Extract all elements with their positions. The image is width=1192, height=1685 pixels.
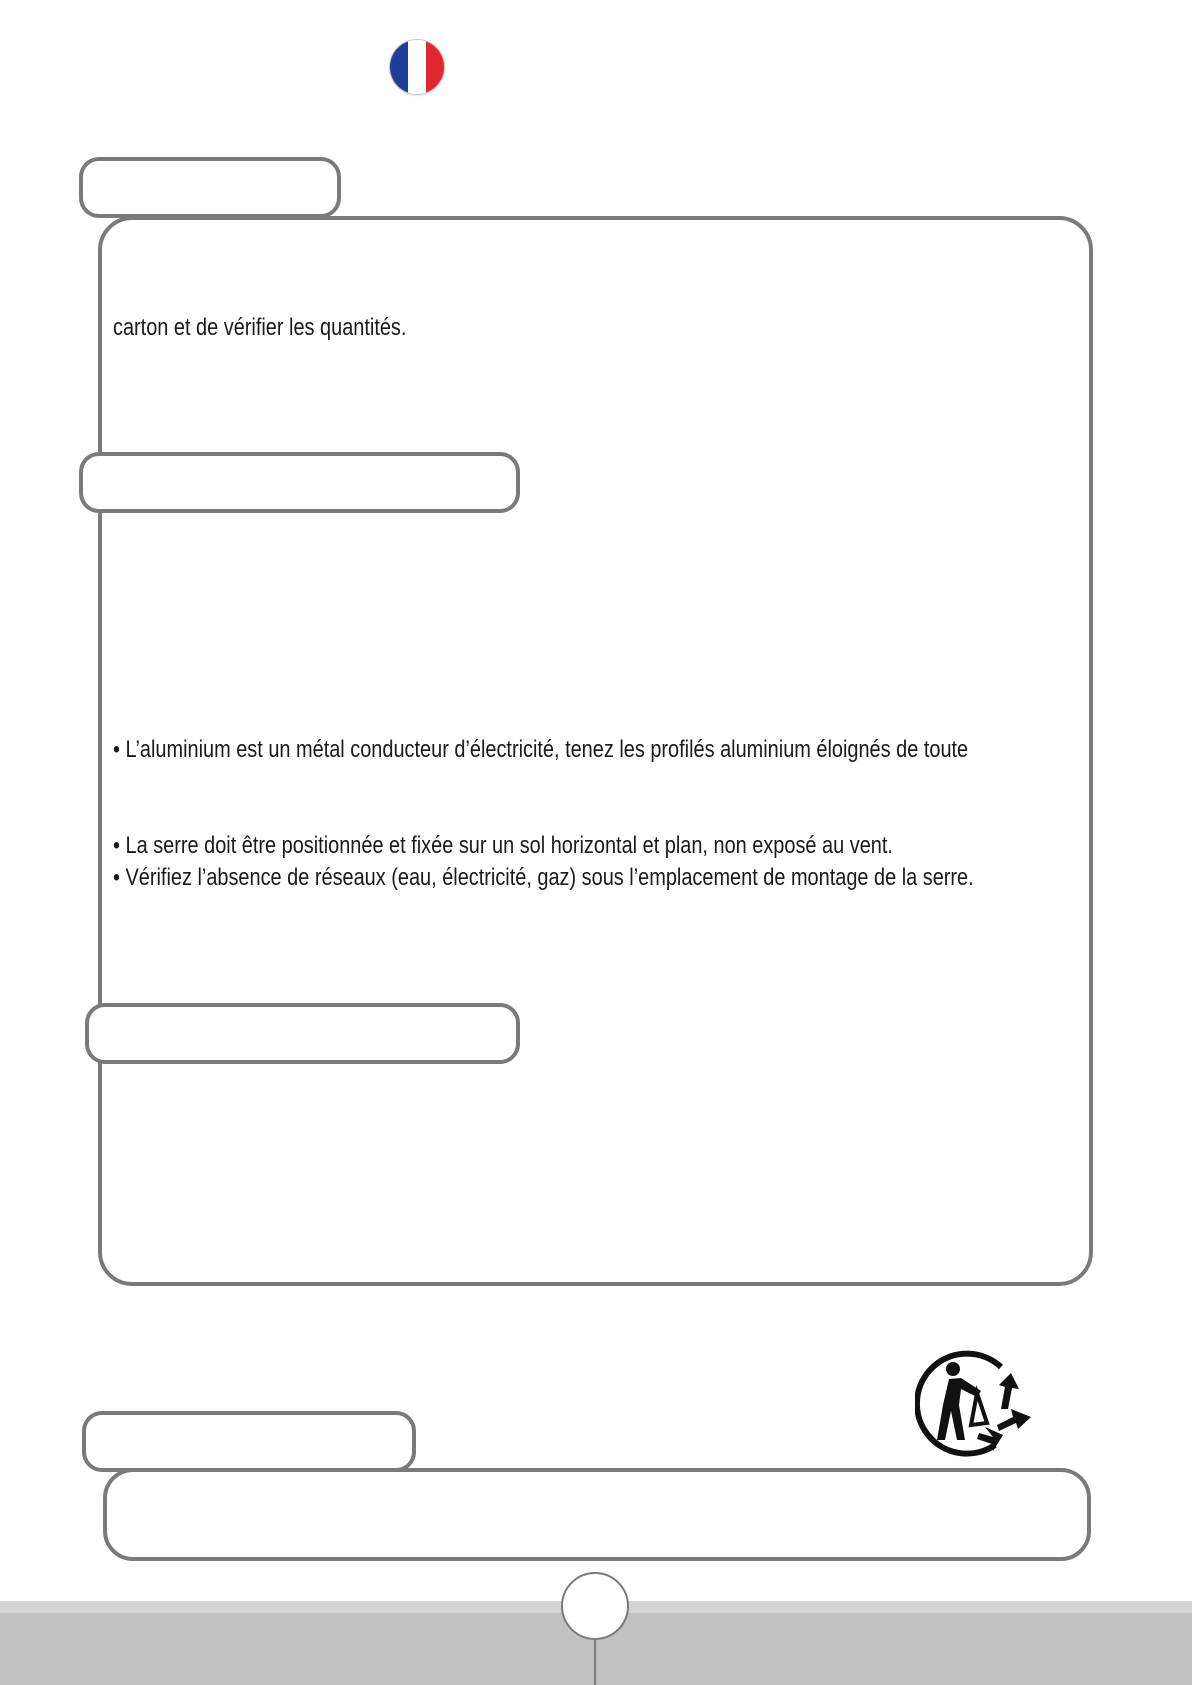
- aluminium-warning-text: • L’aluminium est un métal conducteur d’électricité, tenez les profilés aluminium éloignés de toute: [113, 736, 969, 763]
- page-number-stem: [594, 1640, 596, 1685]
- bottom-content-panel: [103, 1468, 1091, 1561]
- triman-recycling-icon: [915, 1345, 1035, 1457]
- section-header-tab-4: [82, 1411, 416, 1472]
- carton-text: carton et de vérifier les quantités.: [113, 314, 407, 341]
- section-header-tab-3: [85, 1003, 520, 1064]
- section-header-tab-2: [79, 452, 520, 513]
- serre-position-text: • La serre doit être positionnée et fixée sur un sol horizontal et plan, non exposé au vent.: [113, 832, 893, 859]
- france-flag-icon: [390, 40, 444, 94]
- page-number-circle: [561, 1572, 629, 1640]
- section-header-tab-1: [79, 157, 341, 218]
- reseaux-check-text: • Vérifiez l’absence de réseaux (eau, électricité, gaz) sous l’emplacement de montage de la serre.: [113, 864, 974, 891]
